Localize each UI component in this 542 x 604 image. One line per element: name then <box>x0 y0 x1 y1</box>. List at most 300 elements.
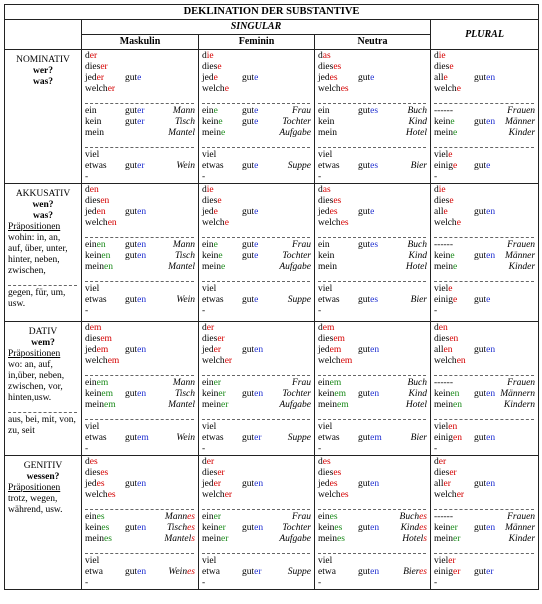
word-stem: gut <box>358 389 371 399</box>
word-ending: em <box>370 433 382 443</box>
noun-word <box>173 378 195 389</box>
form-line <box>202 218 311 229</box>
form-line <box>85 356 195 367</box>
article-word <box>318 161 340 172</box>
word-stem: all <box>434 73 444 83</box>
word-stem: dies <box>202 468 218 478</box>
word-stem: gut <box>474 295 487 305</box>
article-word <box>434 400 462 411</box>
dashed-separator <box>318 501 426 510</box>
word-ending: en <box>101 251 111 261</box>
form-line <box>318 323 427 334</box>
singular-header: SINGULAR <box>82 20 431 35</box>
word-stem: viel <box>434 556 449 566</box>
noun-word <box>176 433 195 444</box>
form-line <box>434 207 535 218</box>
dashed-separator <box>434 139 534 148</box>
article-word <box>202 185 214 196</box>
word-stem: welch <box>202 490 225 500</box>
word-stem: gut <box>242 251 255 261</box>
noun-word <box>407 106 427 117</box>
word-stem: kein <box>318 523 335 533</box>
word-stem: gut <box>474 117 487 127</box>
word-stem: Männer <box>504 523 536 533</box>
article-word <box>318 306 321 317</box>
article-word <box>318 62 341 73</box>
word-stem: mein <box>318 262 337 272</box>
article-word <box>85 356 119 367</box>
article-word <box>434 578 437 589</box>
word-stem: Wein <box>176 161 195 171</box>
form-line <box>202 534 311 545</box>
dashed-separator <box>85 229 194 238</box>
word-stem: welch <box>202 218 225 228</box>
word-ending: e <box>450 117 455 127</box>
form-line <box>202 334 311 345</box>
article-word <box>434 84 461 95</box>
word-ending: en <box>137 251 147 261</box>
word-stem: - <box>318 578 322 588</box>
form-line <box>434 128 535 139</box>
word-ending: er <box>213 378 221 388</box>
noun-word <box>165 512 195 523</box>
word-ending: er <box>456 490 465 500</box>
article-word <box>202 218 229 229</box>
form-line <box>85 106 195 117</box>
word-stem: mein <box>202 400 221 410</box>
word-stem: jed <box>202 479 214 489</box>
adjective-word <box>125 433 149 444</box>
article-word <box>434 306 437 317</box>
form-line <box>318 567 427 578</box>
word-stem: welch <box>85 218 108 228</box>
word-stem: dies <box>85 334 101 344</box>
case-row-dativ <box>5 322 539 456</box>
word-stem: mein <box>85 400 104 410</box>
word-ending: en <box>137 567 147 577</box>
word-stem: welch <box>85 490 108 500</box>
dashed-separator <box>202 229 310 238</box>
word-ending: en <box>96 207 106 217</box>
word-stem: ------ <box>434 106 453 116</box>
article-word <box>434 150 452 161</box>
noun-word <box>406 262 427 273</box>
form-line <box>202 567 311 578</box>
article-word <box>202 106 218 117</box>
article-word <box>85 400 116 411</box>
word-stem: kein <box>202 523 219 533</box>
adjective-word <box>242 567 262 578</box>
adjective-word <box>125 251 146 262</box>
word-stem: Suppe <box>287 567 311 577</box>
word-stem: etwas <box>202 433 224 443</box>
form-line <box>85 218 195 229</box>
adjective-word <box>358 567 379 578</box>
word-ending: en <box>137 207 147 217</box>
form-line <box>318 62 427 73</box>
noun-word <box>282 251 311 262</box>
form-line <box>85 128 195 139</box>
article-word <box>85 334 112 345</box>
word-stem: Mann <box>172 378 195 388</box>
word-stem: gut <box>242 295 255 305</box>
word-ending: e <box>218 117 223 127</box>
article-word <box>202 457 214 468</box>
word-ending: es <box>322 457 331 467</box>
word-stem: jed <box>85 479 97 489</box>
article-word <box>318 218 349 229</box>
word-stem: ein <box>202 512 214 522</box>
article-word <box>85 62 108 73</box>
word-stem: Kinder <box>508 262 536 272</box>
dashed-separator <box>85 545 194 554</box>
word-ending: en <box>486 433 496 443</box>
word-ending: er <box>137 117 145 127</box>
word-ending: er <box>443 479 451 489</box>
form-line <box>318 251 427 262</box>
form-line <box>434 62 535 73</box>
form-line <box>202 161 311 172</box>
preposition-line: gegen, für, um, <box>8 288 66 298</box>
article-word <box>318 262 337 273</box>
article-word <box>318 523 342 534</box>
declension-table <box>4 4 539 590</box>
word-stem: - <box>434 444 438 454</box>
word-stem: - <box>318 306 322 316</box>
declension-cell <box>315 456 431 590</box>
article-word <box>202 84 229 95</box>
dashed-separator <box>85 501 194 510</box>
word-ending: em <box>96 345 109 355</box>
word-stem: d <box>318 457 323 467</box>
word-ending: s <box>191 534 195 544</box>
form-line <box>85 306 195 317</box>
form-line <box>318 196 427 207</box>
word-stem: viel <box>202 422 217 432</box>
form-line <box>202 556 311 567</box>
word-stem: dies <box>318 468 334 478</box>
word-stem: Mantel <box>168 400 195 410</box>
word-ending: es <box>96 479 105 489</box>
word-stem: kein <box>434 117 451 127</box>
word-ending: e <box>453 262 458 272</box>
word-stem: d <box>434 185 439 195</box>
word-ending: em <box>107 356 120 366</box>
word-stem: gut <box>242 73 255 83</box>
word-stem: Hotel <box>405 262 427 272</box>
word-stem: mein <box>202 534 221 544</box>
word-stem: d <box>434 323 439 333</box>
form-line <box>85 73 195 84</box>
word-ending: er <box>449 468 457 478</box>
noun-word <box>507 106 535 117</box>
word-ending: em <box>322 323 335 333</box>
noun-word <box>500 389 535 400</box>
word-ending: e <box>453 128 458 138</box>
word-ending: ie <box>206 185 214 195</box>
word-stem: Männern <box>500 389 536 399</box>
form-line <box>202 578 311 589</box>
form-line <box>85 240 195 251</box>
form-line <box>318 512 427 523</box>
article-word <box>318 207 338 218</box>
case-name: NOMINATIV <box>16 55 70 65</box>
article-word <box>318 433 340 444</box>
noun-word <box>282 523 311 534</box>
article-word <box>434 345 452 356</box>
word-stem: gut <box>474 523 487 533</box>
article-word <box>434 172 437 183</box>
word-ending: as <box>322 185 331 195</box>
form-line <box>434 185 535 196</box>
form-line <box>85 468 195 479</box>
article-word <box>202 389 226 400</box>
word-ending: en <box>137 240 147 250</box>
article-word <box>318 196 341 207</box>
case-question: was? <box>32 211 54 221</box>
word-stem: d <box>85 323 90 333</box>
noun-word <box>292 106 311 117</box>
form-line <box>85 161 195 172</box>
word-stem: ------ <box>434 512 453 522</box>
adjective-word <box>358 479 379 490</box>
noun-word <box>164 534 195 545</box>
word-stem: mein <box>85 262 104 272</box>
article-word <box>318 389 346 400</box>
article-word <box>85 468 108 479</box>
dashed-separator <box>318 545 426 554</box>
word-ending: en <box>137 523 147 533</box>
form-line <box>318 433 427 444</box>
word-stem: welch <box>434 490 457 500</box>
article-word <box>85 512 105 523</box>
word-stem: kein <box>202 117 219 127</box>
word-ending: e <box>370 73 375 83</box>
noun-word <box>176 295 195 306</box>
form-line <box>434 150 535 161</box>
word-stem: viel <box>318 556 333 566</box>
word-ending: en <box>449 334 459 344</box>
article-word <box>85 389 113 400</box>
adjective-word <box>125 207 146 218</box>
word-stem: Aufgabe <box>279 262 311 272</box>
adjective-word <box>474 389 495 400</box>
article-word <box>318 106 330 117</box>
word-ending: es <box>329 73 338 83</box>
form-line <box>434 161 535 172</box>
adjective-word <box>125 523 146 534</box>
declension-cell <box>431 456 539 590</box>
word-ending: en <box>137 345 147 355</box>
word-ending: en <box>370 389 380 399</box>
word-stem: Kinder <box>508 534 536 544</box>
adjective-word <box>125 106 145 117</box>
noun-word <box>288 161 311 172</box>
article-word <box>318 117 334 128</box>
noun-word <box>411 161 427 172</box>
word-ending: er <box>224 356 233 366</box>
word-stem: kein <box>85 251 102 261</box>
article-word <box>434 161 457 172</box>
article-word <box>318 128 337 139</box>
article-word <box>434 378 453 389</box>
word-ending: es <box>340 218 349 228</box>
word-stem: viel <box>85 150 100 160</box>
word-stem: jed <box>202 345 214 355</box>
word-stem: Kindern <box>503 400 536 410</box>
form-line <box>85 295 195 306</box>
word-ending: er <box>89 51 98 61</box>
word-ending: er <box>450 523 458 533</box>
word-stem: ------ <box>434 240 453 250</box>
word-ending: en <box>100 196 110 206</box>
case-label-cell <box>5 50 82 184</box>
word-stem: Frau <box>292 378 311 388</box>
form-line <box>202 523 311 534</box>
word-ending: en <box>448 422 458 432</box>
word-ending: em <box>137 433 149 443</box>
form-line <box>434 73 535 84</box>
word-stem: Kind <box>408 389 427 399</box>
word-ending: er <box>137 106 145 116</box>
adjective-word <box>358 106 378 117</box>
word-stem: dies <box>434 468 450 478</box>
word-ending: en <box>370 523 380 533</box>
form-line <box>434 534 535 545</box>
form-line <box>434 433 535 444</box>
word-stem: kein <box>202 251 219 261</box>
article-word <box>85 73 104 84</box>
preposition-line: hinter, neben, <box>8 255 60 265</box>
word-stem: gut <box>242 479 255 489</box>
word-stem: ein <box>202 378 214 388</box>
word-ending: en <box>486 479 496 489</box>
form-line <box>202 490 311 501</box>
noun-word <box>279 262 311 273</box>
word-stem: etwa <box>202 567 220 577</box>
word-stem: gut <box>242 207 255 217</box>
form-line <box>434 356 535 367</box>
dashed-separator <box>434 229 534 238</box>
adjective-word <box>125 567 146 578</box>
word-stem: viel <box>434 150 449 160</box>
case-row-akkusativ <box>5 184 539 322</box>
word-ending: e <box>213 207 218 217</box>
preposition-line: zwischen, vor, <box>8 382 63 392</box>
word-stem: gut <box>358 161 371 171</box>
word-ending: as <box>322 51 331 61</box>
word-stem: Tisch <box>174 117 195 127</box>
word-ending: em <box>333 334 345 344</box>
word-ending: er <box>137 161 145 171</box>
article-word <box>85 128 104 139</box>
adjective-word <box>125 117 145 128</box>
word-ending: e <box>224 84 229 94</box>
word-stem: ein <box>85 512 97 522</box>
article-word <box>434 468 457 479</box>
word-stem: gut <box>474 161 487 171</box>
adjective-word <box>474 567 494 578</box>
article-word <box>434 62 454 73</box>
word-ending: e <box>443 207 448 217</box>
word-stem: Mann <box>164 512 188 522</box>
word-ending: e <box>221 262 226 272</box>
word-ending: es <box>329 207 338 217</box>
word-stem: mein <box>85 534 104 544</box>
word-ending: er <box>213 512 221 522</box>
adjective-word <box>125 73 141 84</box>
word-stem: etwas <box>318 161 340 171</box>
word-stem: Tochter <box>282 389 311 399</box>
noun-word <box>175 117 195 128</box>
word-stem: welch <box>318 218 341 228</box>
word-stem: dies <box>202 334 218 344</box>
article-word <box>202 490 232 501</box>
word-ending: er <box>206 323 215 333</box>
adjective-word <box>242 73 258 84</box>
dashed-separator <box>318 411 426 420</box>
form-line <box>202 345 311 356</box>
word-ending: en <box>104 262 113 272</box>
article-word <box>202 512 221 523</box>
article-word <box>318 400 349 411</box>
word-stem: all <box>434 345 444 355</box>
word-ending: en <box>443 345 453 355</box>
word-stem: - <box>85 444 89 454</box>
word-stem: Buch <box>407 378 427 388</box>
word-ending: en <box>486 207 496 217</box>
form-line <box>202 400 311 411</box>
article-word <box>434 422 457 433</box>
noun-word <box>167 523 195 534</box>
word-stem: Wein <box>176 295 195 305</box>
form-line <box>85 262 195 273</box>
form-line <box>85 490 195 501</box>
form-line <box>434 400 535 411</box>
word-ending: es <box>340 490 349 500</box>
form-line <box>85 457 195 468</box>
word-stem: Männer <box>504 117 536 127</box>
article-word <box>85 251 110 262</box>
word-stem: etwas <box>318 295 340 305</box>
adjective-word <box>242 345 263 356</box>
word-stem: einig <box>434 295 453 305</box>
noun-word <box>292 378 311 389</box>
form-line <box>85 185 195 196</box>
declension-cell <box>82 456 199 590</box>
word-ending: en <box>254 523 264 533</box>
dashed-separator <box>318 273 426 282</box>
form-line <box>202 84 311 95</box>
form-line <box>434 106 535 117</box>
word-ending: er <box>213 479 221 489</box>
declension-cell <box>199 50 315 184</box>
word-stem: viel <box>85 284 100 294</box>
article-word <box>202 378 221 389</box>
word-stem: mein <box>318 128 337 138</box>
noun-word <box>292 240 311 251</box>
word-stem: etwas <box>202 161 224 171</box>
article-word <box>318 356 352 367</box>
word-stem: einig <box>434 433 453 443</box>
word-ending: e <box>221 128 226 138</box>
article-word <box>202 444 205 455</box>
word-ending: e <box>449 62 454 72</box>
article-word <box>85 479 105 490</box>
adjective-word <box>474 207 495 218</box>
form-line <box>318 284 427 295</box>
form-line <box>318 523 427 534</box>
